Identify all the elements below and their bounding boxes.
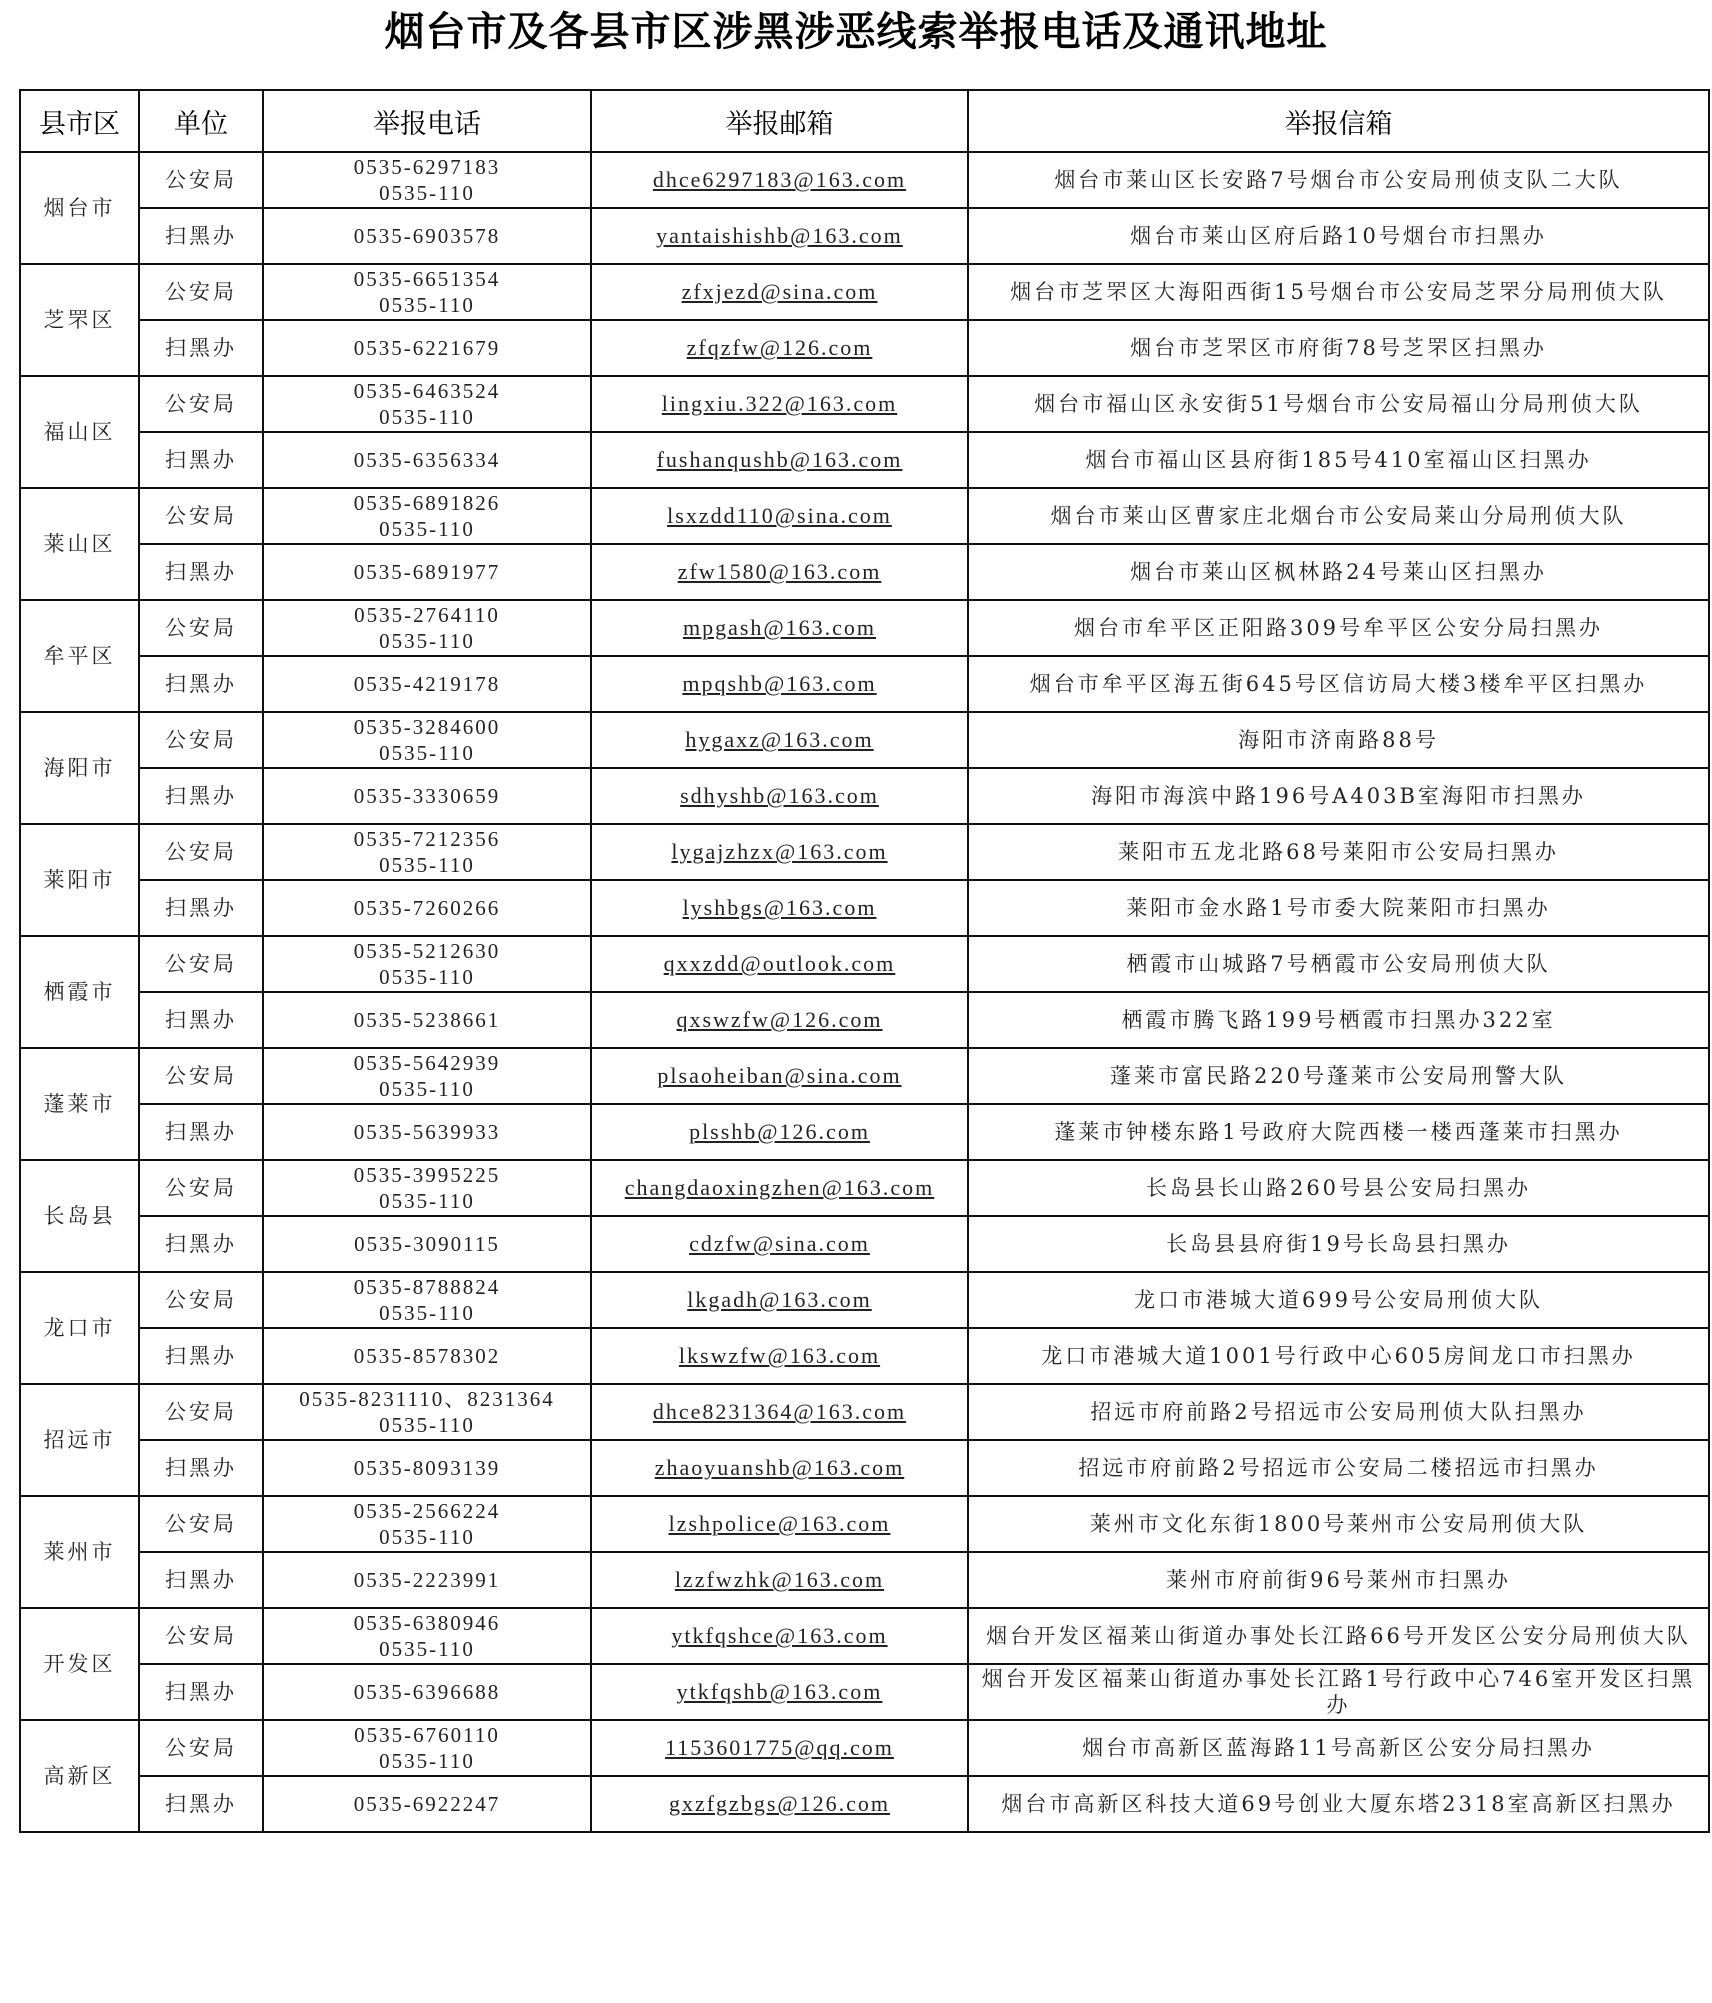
unit-cell: 扫黑办: [139, 432, 263, 488]
address-cell: 龙口市港城大道699号公安局刑侦大队: [968, 1272, 1709, 1328]
email-cell: [591, 1272, 968, 1328]
unit-cell: 公安局: [139, 264, 263, 320]
phone-cell: [263, 544, 591, 600]
district-cell: 牟平区: [20, 600, 139, 712]
email-link[interactable]: lzshpolice@163.com: [668, 1511, 891, 1536]
page-title: 烟台市及各县市区涉黑涉恶线索举报电话及通讯地址: [384, 8, 1328, 55]
address-cell: 烟台市莱山区枫林路24号莱山区扫黑办: [968, 544, 1709, 600]
unit-cell: 公安局: [139, 488, 263, 544]
district-cell: 龙口市: [20, 1272, 139, 1384]
phone-number: 0535-110: [379, 1749, 475, 1773]
phone-number: 0535-110: [379, 293, 475, 317]
unit-cell: 扫黑办: [139, 1328, 263, 1384]
email-link[interactable]: dhce6297183@163.com: [652, 167, 907, 192]
phone-cell: [263, 432, 591, 488]
email-cell: [591, 656, 968, 712]
phone-cell: [263, 1720, 591, 1776]
address-cell: 龙口市港城大道1001号行政中心605房间龙口市扫黑办: [968, 1328, 1709, 1384]
address-cell: 烟台市牟平区正阳路309号牟平区公安分局扫黑办: [968, 600, 1709, 656]
email-cell: [591, 1776, 968, 1832]
address-cell: 烟台市芝罘区市府街78号芝罘区扫黑办: [968, 320, 1709, 376]
email-cell: [591, 488, 968, 544]
phone-number: 0535-6297183: [353, 155, 501, 179]
phone-number: 0535-6651354: [353, 267, 501, 291]
table-row: [20, 768, 1709, 824]
address-cell: 烟台市莱山区长安路7号烟台市公安局刑侦支队二大队: [968, 152, 1709, 208]
phone-number: 0535-3995225: [353, 1163, 501, 1187]
phone-cell: [263, 320, 591, 376]
email-link[interactable]: mpgash@163.com: [682, 615, 877, 640]
address-cell: 蓬莱市钟楼东路1号政府大院西楼一楼西蓬莱市扫黑办: [968, 1104, 1709, 1160]
phone-number: 0535-110: [379, 629, 475, 653]
phone-number: 0535-110: [379, 181, 475, 205]
table-row: [20, 1216, 1709, 1272]
email-link[interactable]: lzzfwzhk@163.com: [674, 1567, 885, 1592]
phone-cell: [263, 264, 591, 320]
email-link[interactable]: ytkfqshb@163.com: [676, 1679, 883, 1704]
unit-cell: 公安局: [139, 824, 263, 880]
email-link[interactable]: changdaoxingzhen@163.com: [624, 1175, 935, 1200]
email-cell: [591, 208, 968, 264]
email-link[interactable]: zfw1580@163.com: [677, 559, 882, 584]
phone-number: 0535-110: [379, 965, 475, 989]
email-cell: [591, 152, 968, 208]
unit-cell: 公安局: [139, 376, 263, 432]
address-cell: 烟台市高新区科技大道69号创业大厦东塔2318室高新区扫黑办: [968, 1776, 1709, 1832]
header-address: 举报信箱: [968, 90, 1709, 152]
address-cell: 烟台开发区福莱山街道办事处长江路66号开发区公安分局刑侦大队: [968, 1608, 1709, 1664]
district-cell: 莱山区: [20, 488, 139, 600]
phone-number: 0535-110: [379, 1413, 475, 1437]
email-cell: [591, 712, 968, 768]
phone-cell: [263, 208, 591, 264]
phone-cell: [263, 488, 591, 544]
phone-number: 0535-6396688: [353, 1680, 501, 1704]
address-cell: 烟台市高新区蓝海路11号高新区公安分局扫黑办: [968, 1720, 1709, 1776]
district-cell: 芝罘区: [20, 264, 139, 376]
email-link[interactable]: zfqzfw@126.com: [686, 335, 873, 360]
email-link[interactable]: fushanqushb@163.com: [656, 447, 903, 472]
email-cell: [591, 1608, 968, 1664]
unit-cell: 公安局: [139, 936, 263, 992]
unit-cell: 公安局: [139, 1160, 263, 1216]
phone-cell: [263, 1160, 591, 1216]
phone-number: 0535-6356334: [353, 448, 501, 472]
email-cell: [591, 992, 968, 1048]
phone-number: 0535-5642939: [353, 1051, 501, 1075]
email-link[interactable]: sdhyshb@163.com: [680, 783, 879, 808]
table-row: [20, 936, 1709, 992]
header-district: 县市区: [20, 90, 139, 152]
district-cell: 高新区: [20, 1720, 139, 1832]
email-cell: [591, 1440, 968, 1496]
table-row: [20, 1608, 1709, 1664]
district-cell: 长岛县: [20, 1160, 139, 1272]
unit-cell: 扫黑办: [139, 320, 263, 376]
unit-cell: 扫黑办: [139, 1664, 263, 1720]
table-row: [20, 1496, 1709, 1552]
table-row: [20, 712, 1709, 768]
table-row: [20, 1160, 1709, 1216]
unit-cell: 公安局: [139, 152, 263, 208]
unit-cell: 公安局: [139, 1272, 263, 1328]
email-cell: [591, 824, 968, 880]
table-row: [20, 544, 1709, 600]
phone-number: 0535-3090115: [354, 1232, 500, 1256]
phone-cell: [263, 1216, 591, 1272]
address-cell: 莱州市府前街96号莱州市扫黑办: [968, 1552, 1709, 1608]
phone-number: 0535-2764110: [354, 603, 500, 627]
unit-cell: 扫黑办: [139, 1104, 263, 1160]
phone-number: 0535-5238661: [353, 1008, 501, 1032]
table-row: [20, 1104, 1709, 1160]
email-cell: [591, 880, 968, 936]
email-link[interactable]: yantaishishb@163.com: [656, 223, 903, 248]
phone-cell: [263, 1552, 591, 1608]
phone-number: 0535-110: [379, 1077, 475, 1101]
header-unit: 单位: [139, 90, 263, 152]
phone-number: 0535-6891826: [353, 491, 501, 515]
table-row: [20, 208, 1709, 264]
email-link[interactable]: lsxzdd110@sina.com: [667, 503, 892, 528]
phone-cell: [263, 1384, 591, 1440]
phone-number: 0535-8093139: [353, 1456, 501, 1480]
address-cell: 烟台市牟平区海五街645号区信访局大楼3楼牟平区扫黑办: [968, 656, 1709, 712]
unit-cell: 扫黑办: [139, 1552, 263, 1608]
district-cell: 开发区: [20, 1608, 139, 1720]
email-link[interactable]: lyshbgs@163.com: [682, 895, 877, 920]
phone-cell: [263, 992, 591, 1048]
address-cell: 烟台市福山区永安街51号烟台市公安局福山分局刑侦大队: [968, 376, 1709, 432]
email-cell: [591, 1216, 968, 1272]
table-row: [20, 1776, 1709, 1832]
phone-cell: [263, 1048, 591, 1104]
email-cell: [591, 1160, 968, 1216]
unit-cell: 扫黑办: [139, 656, 263, 712]
table-row: [20, 432, 1709, 488]
unit-cell: 扫黑办: [139, 768, 263, 824]
email-cell: [591, 376, 968, 432]
unit-cell: 扫黑办: [139, 1440, 263, 1496]
email-link[interactable]: qxswzfw@126.com: [676, 1007, 883, 1032]
unit-cell: 公安局: [139, 712, 263, 768]
email-cell: [591, 600, 968, 656]
address-cell: 莱阳市金水路1号市委大院莱阳市扫黑办: [968, 880, 1709, 936]
phone-number: 0535-8788824: [353, 1275, 501, 1299]
unit-cell: 扫黑办: [139, 1216, 263, 1272]
phone-cell: [263, 1496, 591, 1552]
phone-number: 0535-6380946: [353, 1611, 501, 1635]
address-cell: 长岛县长山路260号县公安局扫黑办: [968, 1160, 1709, 1216]
district-cell: 栖霞市: [20, 936, 139, 1048]
unit-cell: 公安局: [139, 600, 263, 656]
district-cell: 烟台市: [20, 152, 139, 264]
phone-number: 0535-7260266: [353, 896, 501, 920]
district-cell: 招远市: [20, 1384, 139, 1496]
unit-cell: 扫黑办: [139, 992, 263, 1048]
unit-cell: 扫黑办: [139, 880, 263, 936]
table-row: [20, 1664, 1709, 1720]
email-link[interactable]: dhce8231364@163.com: [652, 1399, 907, 1424]
address-cell: 海阳市海滨中路196号A403B室海阳市扫黑办: [968, 768, 1709, 824]
email-cell: [591, 768, 968, 824]
phone-number: 0535-6221679: [353, 336, 501, 360]
table-row: [20, 1552, 1709, 1608]
email-cell: [591, 1552, 968, 1608]
email-cell: [591, 1720, 968, 1776]
phone-number: 0535-110: [379, 741, 475, 765]
email-link[interactable]: lkswzfw@163.com: [678, 1343, 881, 1368]
table-header-row: [20, 90, 1709, 152]
phone-number: 0535-6891977: [353, 560, 501, 584]
phone-number: 0535-4219178: [353, 672, 501, 696]
phone-cell: [263, 1776, 591, 1832]
unit-cell: 公安局: [139, 1496, 263, 1552]
table-row: [20, 320, 1709, 376]
phone-number: 0535-110: [379, 853, 475, 877]
email-cell: [591, 544, 968, 600]
phone-cell: [263, 600, 591, 656]
phone-cell: [263, 1272, 591, 1328]
address-cell: 莱州市文化东街1800号莱州市公安局刑侦大队: [968, 1496, 1709, 1552]
district-cell: 蓬莱市: [20, 1048, 139, 1160]
phone-number: 0535-2223991: [353, 1568, 501, 1592]
table-row: [20, 992, 1709, 1048]
email-link[interactable]: lingxiu.322@163.com: [661, 391, 898, 416]
report-table: [19, 89, 1710, 1833]
phone-number: 0535-8578302: [353, 1344, 501, 1368]
address-cell: 长岛县县府街19号长岛县扫黑办: [968, 1216, 1709, 1272]
table-row: [20, 1440, 1709, 1496]
phone-number: 0535-5639933: [353, 1120, 501, 1144]
unit-cell: 公安局: [139, 1384, 263, 1440]
table-body: [20, 152, 1709, 1832]
phone-number: 0535-110: [379, 1637, 475, 1661]
email-link[interactable]: 1153601775@qq.com: [665, 1735, 894, 1760]
phone-cell: [263, 1608, 591, 1664]
email-cell: [591, 1104, 968, 1160]
address-cell: 招远市府前路2号招远市公安局二楼招远市扫黑办: [968, 1440, 1709, 1496]
unit-cell: 公安局: [139, 1048, 263, 1104]
phone-cell: [263, 376, 591, 432]
address-cell: 烟台市芝罘区大海阳西街15号烟台市公安局芝罘分局刑侦大队: [968, 264, 1709, 320]
header-phone: 举报电话: [263, 90, 591, 152]
phone-number: 0535-6903578: [353, 224, 501, 248]
email-cell: [591, 264, 968, 320]
unit-cell: 公安局: [139, 1720, 263, 1776]
email-link[interactable]: gxzfgzbgs@126.com: [668, 1791, 891, 1816]
district-cell: 莱阳市: [20, 824, 139, 936]
phone-cell: [263, 824, 591, 880]
address-cell: 烟台市福山区县府街185号410室福山区扫黑办: [968, 432, 1709, 488]
phone-number: 0535-7212356: [353, 827, 501, 851]
phone-number: 0535-110: [379, 1189, 475, 1213]
phone-number: 0535-2566224: [353, 1499, 501, 1523]
phone-number: 0535-110: [379, 405, 475, 429]
address-cell: 烟台开发区福莱山街道办事处长江路1号行政中心746室开发区扫黑办: [968, 1664, 1709, 1720]
unit-cell: 扫黑办: [139, 208, 263, 264]
phone-cell: [263, 1440, 591, 1496]
phone-cell: [263, 1328, 591, 1384]
table-row: [20, 1384, 1709, 1440]
address-cell: 栖霞市腾飞路199号栖霞市扫黑办322室: [968, 992, 1709, 1048]
email-cell: [591, 1664, 968, 1720]
phone-cell: [263, 712, 591, 768]
unit-cell: 公安局: [139, 1608, 263, 1664]
phone-number: 0535-8231110、8231364: [299, 1387, 555, 1411]
phone-cell: [263, 936, 591, 992]
phone-number: 0535-6760110: [354, 1723, 500, 1747]
phone-cell: [263, 768, 591, 824]
table-row: [20, 1720, 1709, 1776]
email-link[interactable]: cdzfw@sina.com: [689, 1231, 870, 1256]
email-link[interactable]: plsaoheiban@sina.com: [657, 1063, 902, 1088]
phone-cell: [263, 656, 591, 712]
table-row: [20, 376, 1709, 432]
email-cell: [591, 320, 968, 376]
email-cell: [591, 936, 968, 992]
district-cell: 海阳市: [20, 712, 139, 824]
table-row: [20, 152, 1709, 208]
phone-cell: [263, 152, 591, 208]
email-cell: [591, 432, 968, 488]
email-link[interactable]: lkgadh@163.com: [687, 1287, 872, 1312]
table-row: [20, 1048, 1709, 1104]
address-cell: 招远市府前路2号招远市公安局刑侦大队扫黑办: [968, 1384, 1709, 1440]
email-cell: [591, 1048, 968, 1104]
email-link[interactable]: lygajzhzx@163.com: [671, 839, 888, 864]
email-link[interactable]: zhaoyuanshb@163.com: [654, 1455, 905, 1480]
address-cell: 蓬莱市富民路220号蓬莱市公安局刑警大队: [968, 1048, 1709, 1104]
email-link[interactable]: zfxjezd@sina.com: [681, 279, 878, 304]
phone-number: 0535-5212630: [353, 939, 501, 963]
email-link[interactable]: qxxzdd@outlook.com: [663, 951, 896, 976]
table-row: [20, 264, 1709, 320]
email-cell: [591, 1328, 968, 1384]
email-link[interactable]: ytkfqshce@163.com: [671, 1623, 888, 1648]
address-cell: 莱阳市五龙北路68号莱阳市公安局扫黑办: [968, 824, 1709, 880]
table-row: [20, 1328, 1709, 1384]
phone-number: 0535-3284600: [353, 715, 501, 739]
phone-cell: [263, 1664, 591, 1720]
table-row: [20, 488, 1709, 544]
phone-number: 0535-6922247: [353, 1792, 501, 1816]
table-row: [20, 880, 1709, 936]
email-cell: [591, 1384, 968, 1440]
email-link[interactable]: plsshb@126.com: [689, 1119, 870, 1144]
phone-number: 0535-110: [379, 1301, 475, 1325]
email-link[interactable]: mpqshb@163.com: [682, 671, 877, 696]
table-row: [20, 600, 1709, 656]
phone-number: 0535-6463524: [353, 379, 501, 403]
table-row: [20, 1272, 1709, 1328]
address-cell: 栖霞市山城路7号栖霞市公安局刑侦大队: [968, 936, 1709, 992]
phone-number: 0535-3330659: [353, 784, 501, 808]
table-row: [20, 656, 1709, 712]
phone-number: 0535-110: [379, 1525, 475, 1549]
phone-cell: [263, 1104, 591, 1160]
phone-number: 0535-110: [379, 517, 475, 541]
address-cell: 烟台市莱山区府后路10号烟台市扫黑办: [968, 208, 1709, 264]
header-email: 举报邮箱: [591, 90, 968, 152]
district-cell: 莱州市: [20, 1496, 139, 1608]
address-cell: 海阳市济南路88号: [968, 712, 1709, 768]
email-cell: [591, 1496, 968, 1552]
address-cell: 烟台市莱山区曹家庄北烟台市公安局莱山分局刑侦大队: [968, 488, 1709, 544]
table-row: [20, 824, 1709, 880]
district-cell: 福山区: [20, 376, 139, 488]
phone-cell: [263, 880, 591, 936]
unit-cell: 扫黑办: [139, 544, 263, 600]
email-link[interactable]: hygaxz@163.com: [685, 727, 874, 752]
unit-cell: 扫黑办: [139, 1776, 263, 1832]
